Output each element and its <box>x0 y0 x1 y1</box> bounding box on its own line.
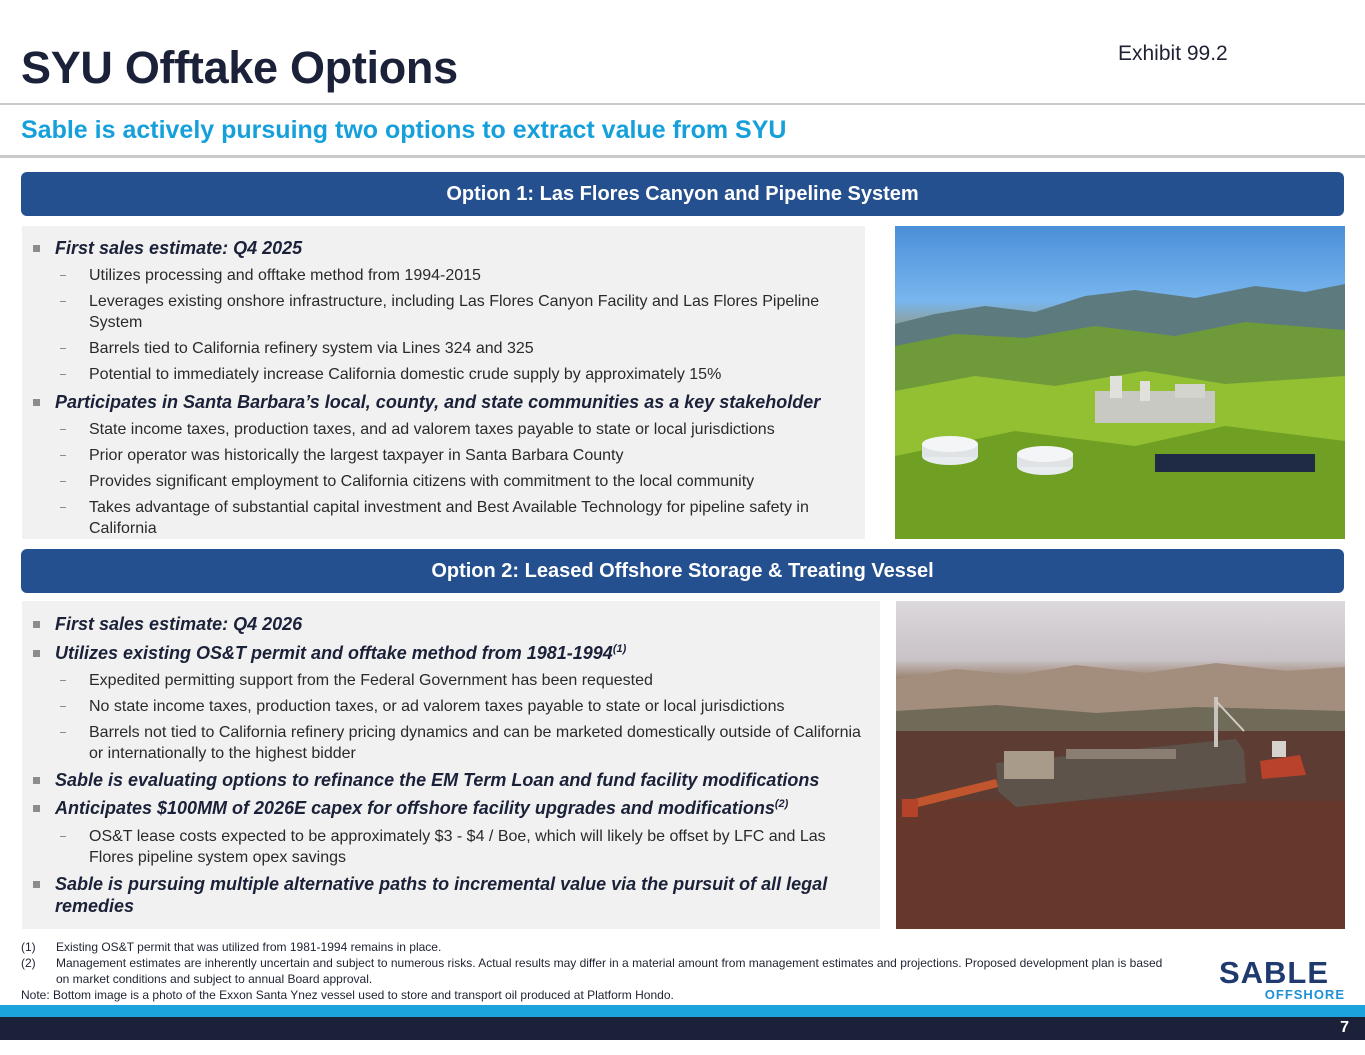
vessel-illustration <box>896 601 1345 929</box>
footnotes <box>21 939 1171 1003</box>
bullet-square-icon <box>33 777 40 784</box>
bullet-text: First sales estimate: Q4 2025 <box>55 238 303 258</box>
page-subtitle: Sable is actively pursuing two options to extract value from SYU <box>21 116 787 144</box>
bullet-square-icon <box>33 650 40 657</box>
dash-bullet-icon <box>60 732 66 733</box>
logo-wordmark: SABLE <box>1218 955 1330 990</box>
option1-panel <box>22 226 865 539</box>
santa-ynez-vessel-photo <box>896 601 1345 929</box>
sub-bullet-text: Potential to immediately increase California domestic crude supply by approximately 15% <box>89 366 722 383</box>
dash-bullet-icon <box>60 507 66 508</box>
sub-bullet-text: No state income taxes, production taxes, or ad valorem taxes payable to state or local jurisdictions <box>89 698 785 715</box>
bullet-square-icon <box>33 881 40 888</box>
footnote-2 <box>21 955 1171 987</box>
footnote-number: (1) <box>21 940 36 954</box>
sub-bullet-text: Utilizes processing and offtake method from 1994-2015 <box>89 267 481 284</box>
sub-bullet-text: Takes advantage of substantial capital investment and Best Available Technology for pipeline safety in California <box>89 499 809 537</box>
footnote-text: Management estimates are inherently uncertain and subject to numerous risks. Actual results may differ in a material amount from management estimates and projections. Proposed development plan is based on market conditions and subject to annual Board approval. <box>56 956 1163 986</box>
subtitle-divider <box>0 155 1365 158</box>
footnote-text: Existing OS&T permit that was utilized from 1981-1994 remains in place. <box>56 940 442 954</box>
sub-bullet-text: OS&T lease costs expected to be approximately $3 - $4 / Boe, which will likely be offset by LFC and Las Flores pipeline system opex savings <box>89 828 826 866</box>
dash-bullet-icon <box>60 836 66 837</box>
sub-bullet-text: State income taxes, production taxes, and ad valorem taxes payable to state or local jurisdictions <box>89 421 775 438</box>
sable-offshore-logo <box>1203 955 1345 1002</box>
bullet-text: Sable is pursuing multiple alternative paths to incremental value via the pursuit of all legal remedies <box>55 874 828 916</box>
exhibit-label: Exhibit 99.2 <box>1118 42 1228 65</box>
dash-bullet-icon <box>60 301 66 302</box>
footnote-number: (2) <box>21 956 36 970</box>
footnote-ref: (2) <box>774 798 789 810</box>
dash-bullet-icon <box>60 481 66 482</box>
bullet-text: Sable is evaluating options to refinance the EM Term Loan and fund facility modifications <box>55 770 820 790</box>
sub-bullet-text: Provides significant employment to California citizens with commitment to the local community <box>89 473 755 490</box>
landscape-illustration <box>895 226 1345 539</box>
bullet-text-main: Utilizes existing OS&T permit and offtake method from 1981-1994 <box>55 643 613 663</box>
footer-bar <box>0 1017 1365 1040</box>
dash-bullet-icon <box>60 680 66 681</box>
sub-bullet-text: Leverages existing onshore infrastructure, including Las Flores Canyon Facility and Las Flores Pipeline System <box>89 293 820 331</box>
header-divider <box>0 103 1365 105</box>
las-flores-facility-photo <box>895 226 1345 539</box>
footnote-1 <box>21 939 1171 955</box>
dash-bullet-icon <box>60 455 66 456</box>
bullet-text: First sales estimate: Q4 2026 <box>55 614 303 634</box>
dash-bullet-icon <box>60 348 66 349</box>
bullet-text <box>55 642 872 664</box>
bullet-square-icon <box>33 245 40 252</box>
sub-bullet-text: Prior operator was historically the largest taxpayer in Santa Barbara County <box>89 447 624 464</box>
option1-banner: Option 1: Las Flores Canyon and Pipeline System <box>21 172 1344 216</box>
bullet-square-icon <box>33 805 40 812</box>
bullet-square-icon <box>33 621 40 628</box>
option2-panel <box>22 601 880 929</box>
dash-bullet-icon <box>60 429 66 430</box>
footer-accent-bar <box>0 1005 1365 1017</box>
bullet-square-icon <box>33 399 40 406</box>
dash-bullet-icon <box>60 706 66 707</box>
image-note: Note: Bottom image is a photo of the Exxon Santa Ynez vessel used to store and transport oil produced at Platform Hondo. <box>21 988 674 1002</box>
page-title: SYU Offtake Options <box>21 42 458 93</box>
sub-bullet-text: Expedited permitting support from the Federal Government has been requested <box>89 672 653 689</box>
sub-bullet-text: Barrels not tied to California refinery pricing dynamics and can be marketed domestically outside of California or internationally to the highest bidder <box>89 724 861 762</box>
sub-bullet-text: Barrels tied to California refinery system via Lines 324 and 325 <box>89 340 534 357</box>
bullet-text: Participates in Santa Barbara’s local, county, and state communities as a key stakeholder <box>55 392 821 412</box>
dash-bullet-icon <box>60 275 66 276</box>
bullet-text-main: Anticipates $100MM of 2026E capex for offshore facility upgrades and modifications <box>55 798 775 818</box>
dash-bullet-icon <box>60 374 66 375</box>
page-number: 7 <box>1340 1019 1349 1036</box>
option2-banner: Option 2: Leased Offshore Storage & Treating Vessel <box>21 549 1344 593</box>
bullet-text <box>55 797 872 819</box>
logo-subtext: OFFSHORE <box>1264 987 1345 1002</box>
footnote-ref: (1) <box>612 643 627 655</box>
